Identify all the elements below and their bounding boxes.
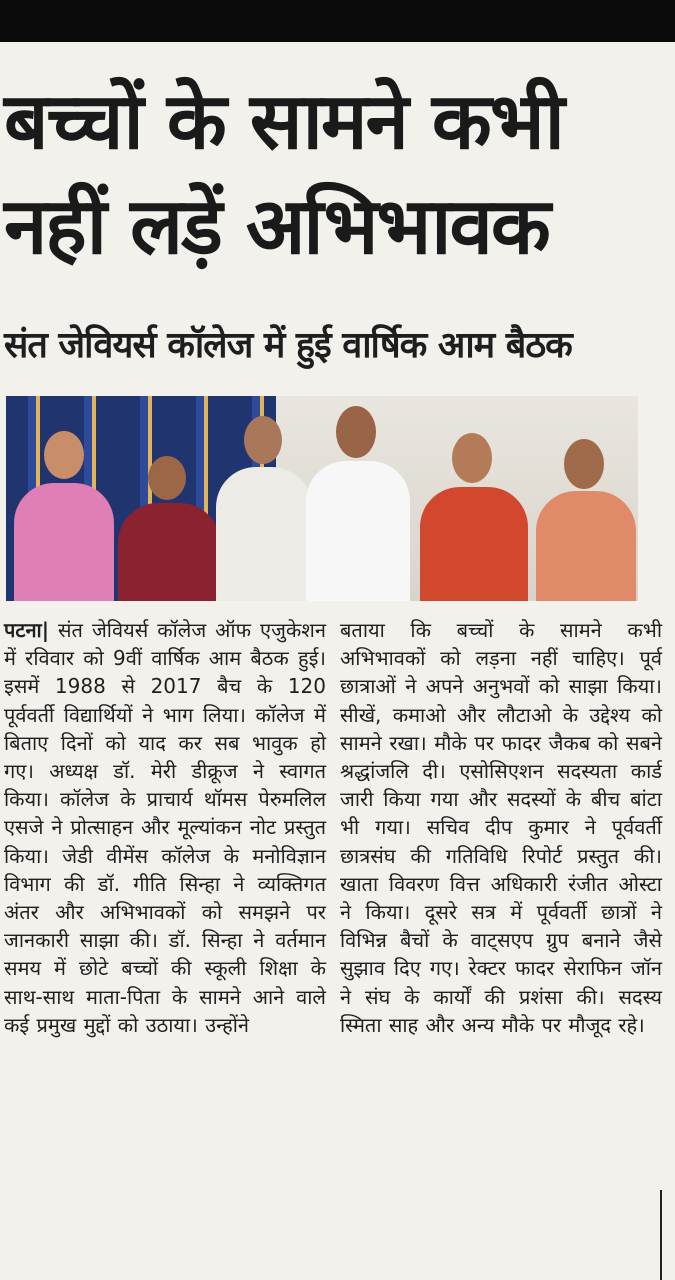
headline-line-1: बच्चों के सामने कभी	[4, 77, 563, 167]
article-body	[4, 616, 668, 1276]
dateline: पटना|	[4, 618, 50, 642]
headline-line-2: नहीं लड़ें अभिभावक	[4, 182, 549, 272]
person-3	[214, 416, 314, 601]
person-2	[114, 456, 224, 601]
top-black-bar	[0, 0, 675, 42]
article-column-left	[4, 616, 326, 1039]
person-6	[534, 439, 638, 601]
article-column-right: बताया कि बच्चों के सामने कभी अभिभावकों को लड़ना नहीं चाहिए। पूर्व छात्राओं ने अपने अनुभवों को साझा किया। सीखें, कमाओ और लौटाओ के उद्देश्य को सामने रखा। मौके पर फादर जैकब को सबने श्रद्धांजलि दी। एसोसिएशन सदस्यता कार्ड जारी किया गया और सदस्यों के बीच बांटा भी गया। सचिव दीप कुमार ने पूर्ववर्ती छात्रसंघ की गतिविधि रिपोर्ट प्रस्तुत की। खाता विवरण वित्त अधिकारी रंजीत ओस्टा ने किया। दूसरे सत्र में पूर्ववर्ती छात्रों ने विभिन्न बैचों के वाट्सएप ग्रुप बनाने जैसे सुझाव दिए गए। रेक्टर फादर सेराफिन जॉन ने संघ के कार्यों की प्रशंसा की। सदस्य स्मिता साह और अन्य मौके पर मौजूद रहे।	[340, 618, 662, 1037]
person-1	[10, 431, 118, 601]
page-edge-rule	[660, 1190, 662, 1280]
person-4	[302, 406, 412, 601]
event-photo	[6, 396, 638, 601]
subheadline: संत जेवियर्स कॉलेज में हुई वार्षिक आम बैठक	[4, 325, 572, 366]
person-5	[416, 433, 530, 601]
column-left-text: संत जेवियर्स कॉलेज ऑफ एजुकेशन में रविवार को 9वीं वार्षिक आम बैठक हुई। इसमें 1988 से 2017 बैच के 120 पूर्ववर्ती विद्यार्थियों ने भाग लिया। कॉलेज में बिताए दिनों को याद कर सब भावुक हो गए। अध्यक्ष डॉ. मेरी डीक्रूज ने स्वागत किया। कॉलेज के प्राचार्य थॉमस पेरुमलिल एसजे ने प्रोत्साहन और मूल्यांकन नोट प्रस्तुत किया। जेडी वीमेंस कॉलेज के मनोविज्ञान विभाग की डॉ. गीति सिन्हा ने व्यक्तिगत अंतर और अभिभावकों को समझने पर जानकारी साझा की। डॉ. सिन्हा ने वर्तमान समय में छोटे बच्चों की स्कूली शिक्षा के साथ-साथ माता-पिता के सामने आने वाले कई प्रमुख मुद्दों को उठाया। उन्होंने	[4, 618, 326, 1037]
